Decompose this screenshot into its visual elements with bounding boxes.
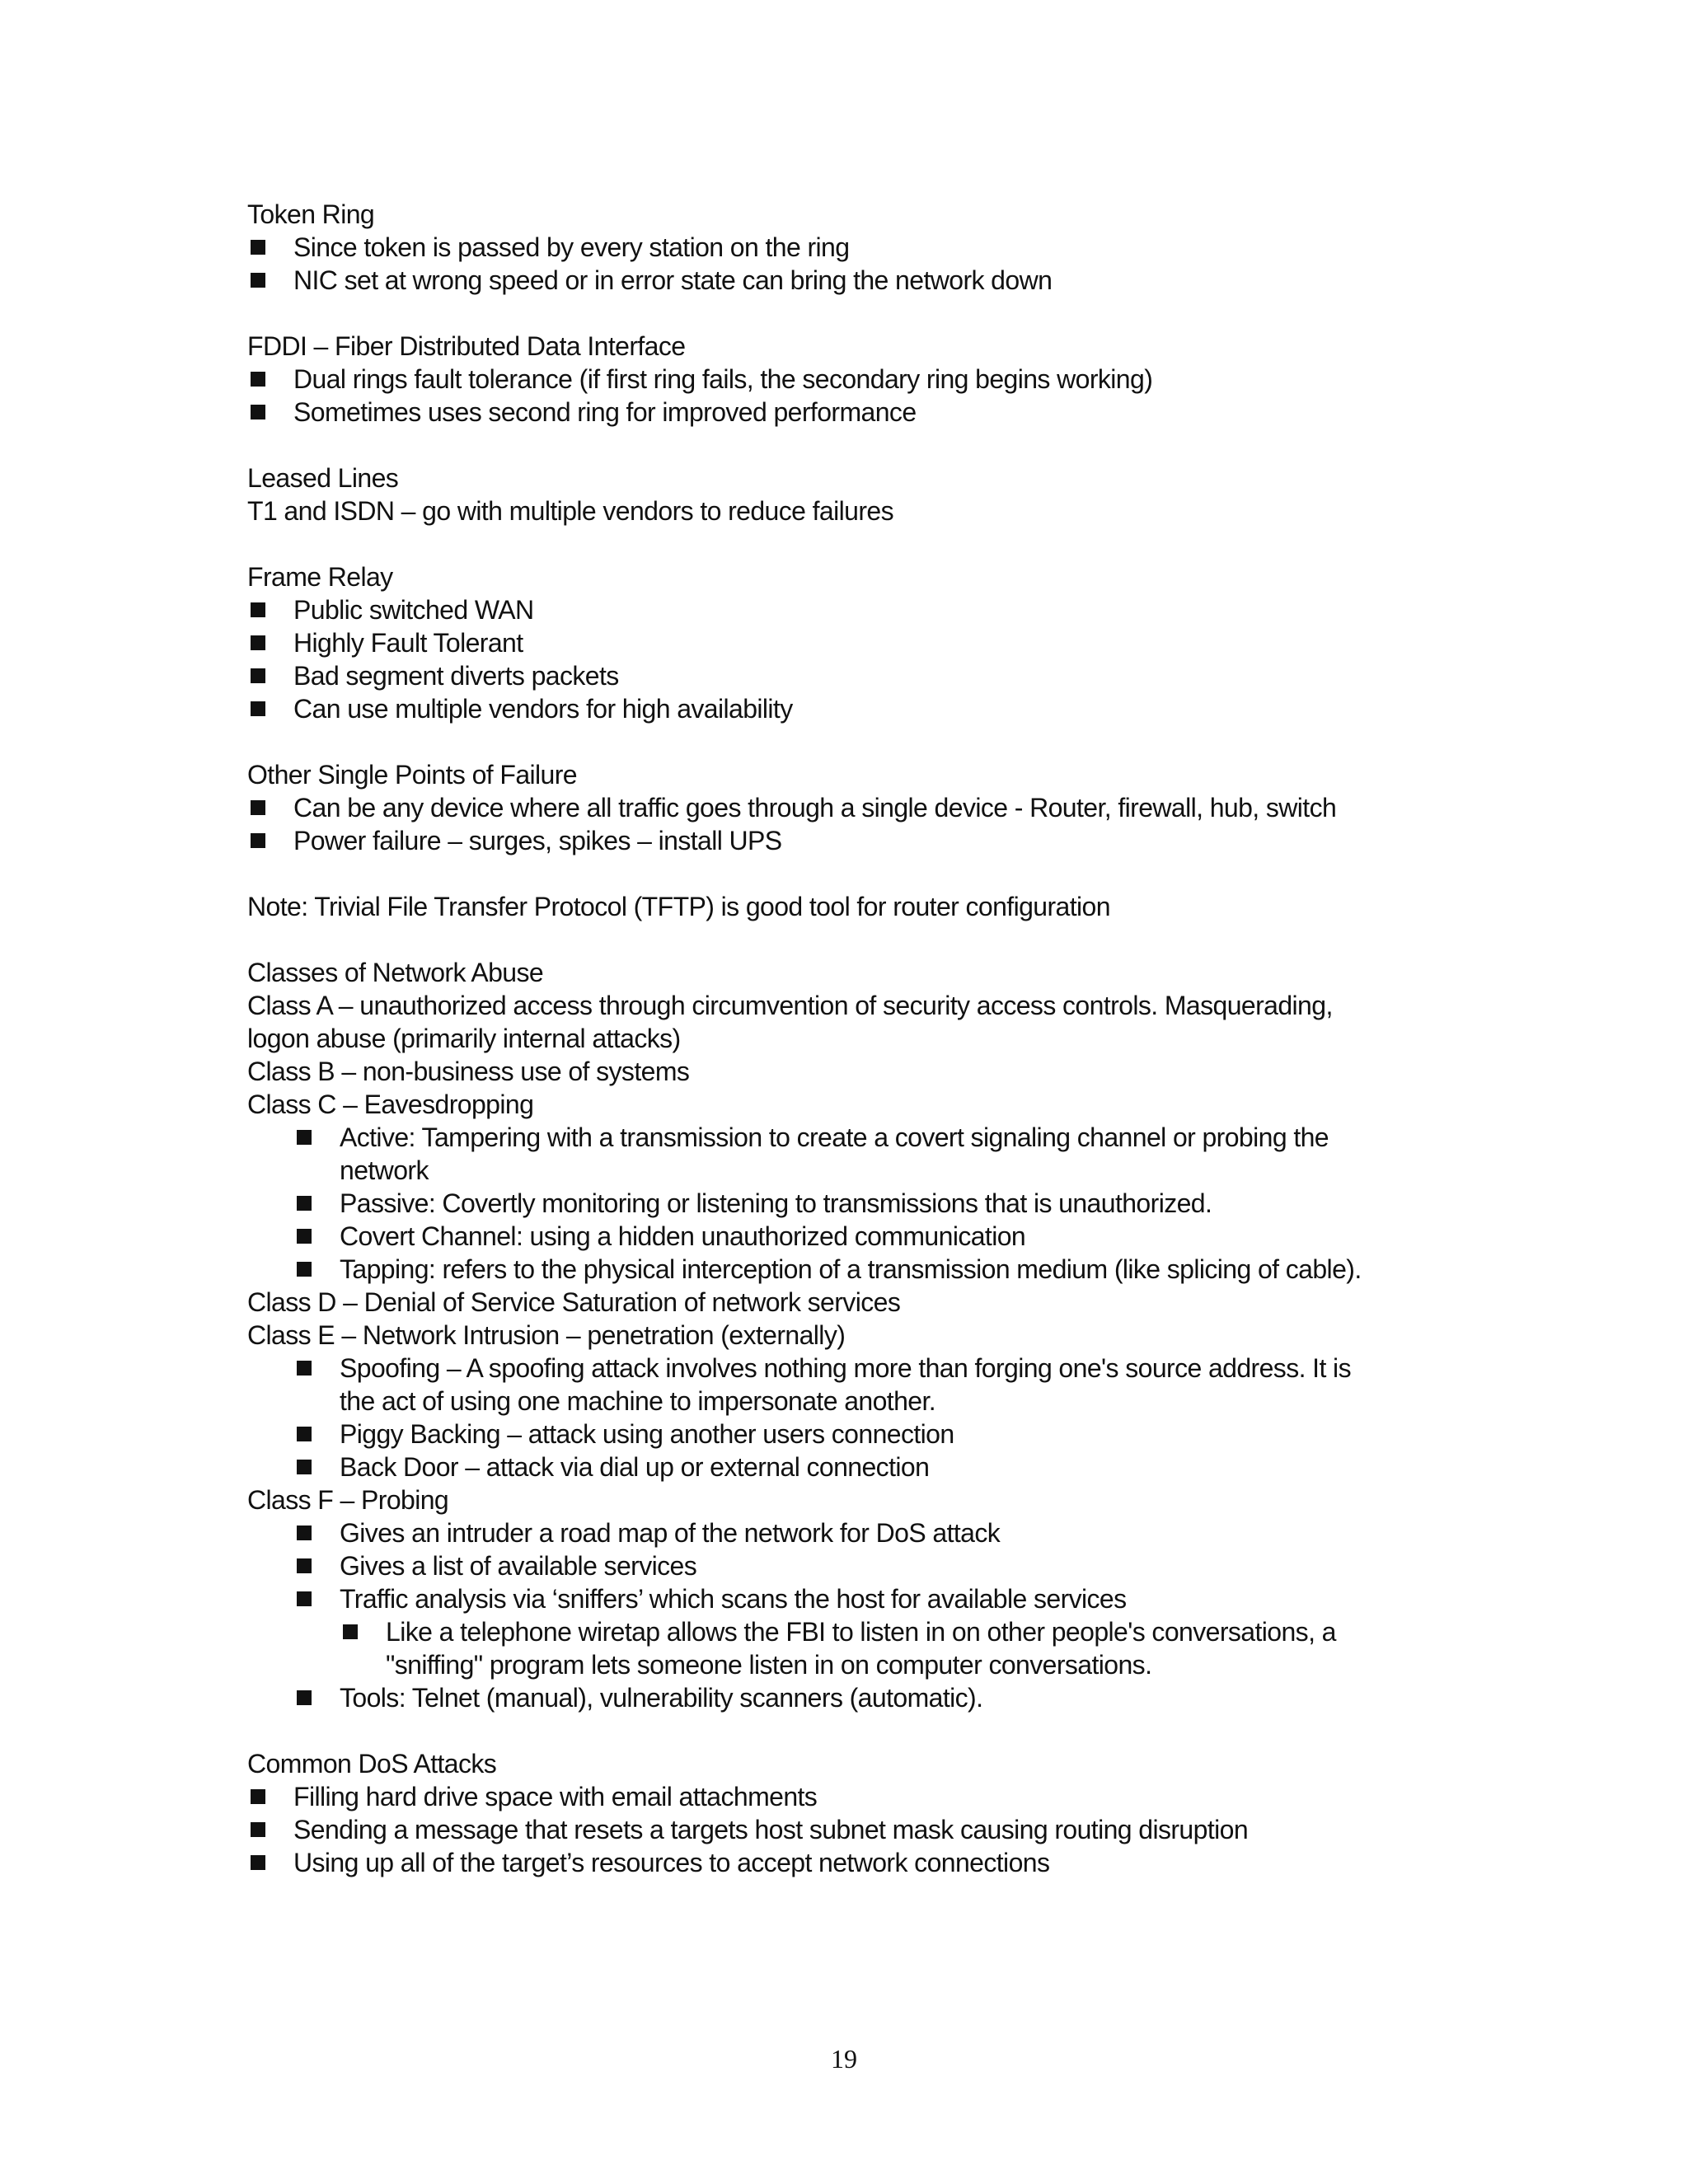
sub-list-item-continued: "sniffing" program lets someone listen in on computer conversations. [386, 1650, 1152, 1680]
list-item: Can use multiple vendors for high availability [247, 692, 1533, 725]
square-bullet-icon [251, 405, 265, 419]
list-item: Covert Channel: using a hidden unauthorized communication [247, 1220, 1533, 1253]
page-number: 19 [831, 2044, 857, 2074]
list-item: Filling hard drive space with email attachments [247, 1780, 1533, 1813]
list-item: Tools: Telnet (manual), vulnerability scanners (automatic). [247, 1681, 1533, 1714]
section-heading-fddi: FDDI – Fiber Distributed Data Interface [247, 331, 686, 361]
square-bullet-icon [297, 1130, 312, 1145]
leased-lines-text: T1 and ISDN – go with multiple vendors to reduce failures [247, 496, 893, 526]
list-item: Gives a list of available services [247, 1549, 1533, 1582]
class-a-text: Class A – unauthorized access through circumvention of security access controls. Masquerading, [247, 991, 1333, 1020]
square-bullet-icon [297, 1196, 312, 1211]
square-bullet-icon [297, 1262, 312, 1277]
list-item-continued: the act of using one machine to impersonate another. [340, 1386, 936, 1416]
list-item: Traffic analysis via ‘sniffers’ which scans the host for available services [247, 1582, 1533, 1615]
square-bullet-icon [251, 1855, 265, 1870]
square-bullet-icon [251, 372, 265, 387]
list-item-continued: network [340, 1155, 429, 1185]
list-item: Using up all of the target’s resources to accept network connections [247, 1846, 1533, 1879]
list-item: Passive: Covertly monitoring or listening to transmissions that is unauthorized. [247, 1187, 1533, 1220]
section-heading-frame-relay: Frame Relay [247, 562, 393, 592]
document-body [247, 198, 1533, 1879]
class-f-list [247, 1516, 1533, 1714]
square-bullet-icon [297, 1427, 312, 1441]
square-bullet-icon [251, 833, 265, 848]
square-bullet-icon [297, 1229, 312, 1244]
list-item: Piggy Backing – attack using another users connection [247, 1418, 1533, 1451]
list-item: Tapping: refers to the physical interception of a transmission medium (like splicing of cable). [247, 1253, 1533, 1286]
square-bullet-icon [251, 701, 265, 716]
square-bullet-icon [251, 1789, 265, 1804]
list-item: Bad segment diverts packets [247, 659, 1533, 692]
square-bullet-icon [297, 1526, 312, 1540]
list-item: Gives an intruder a road map of the network for DoS attack [247, 1516, 1533, 1549]
square-bullet-icon [297, 1460, 312, 1474]
spof-list [247, 791, 1533, 857]
fddi-list [247, 363, 1533, 429]
frame-relay-list [247, 593, 1533, 725]
list-item: Power failure – surges, spikes – install UPS [247, 824, 1533, 857]
list-item: Back Door – attack via dial up or external connection [247, 1451, 1533, 1483]
square-bullet-icon [251, 635, 265, 650]
list-item: Since token is passed by every station on the ring [247, 231, 1533, 264]
class-f-text: Class F – Probing [247, 1485, 449, 1515]
section-heading-token-ring: Token Ring [247, 199, 375, 229]
list-item: Spoofing – A spoofing attack involves nothing more than forging one's source address. It is [247, 1352, 1533, 1385]
square-bullet-icon [297, 1558, 312, 1573]
section-heading-network-abuse: Classes of Network Abuse [247, 958, 544, 987]
square-bullet-icon [343, 1624, 358, 1639]
list-item: Sometimes uses second ring for improved performance [247, 396, 1533, 429]
section-heading-leased-lines: Leased Lines [247, 463, 399, 493]
square-bullet-icon [251, 602, 265, 617]
list-item: NIC set at wrong speed or in error state can bring the network down [247, 264, 1533, 297]
list-item: Sending a message that resets a targets host subnet mask causing routing disruption [247, 1813, 1533, 1846]
list-item: Can be any device where all traffic goes through a single device - Router, firewall, hub, switch [247, 791, 1533, 824]
square-bullet-icon [251, 800, 265, 815]
sub-list-item: Like a telephone wiretap allows the FBI to listen in on other people's conversations, a [247, 1615, 1533, 1648]
list-item: Active: Tampering with a transmission to create a covert signaling channel or probing the [247, 1121, 1533, 1154]
class-c-text: Class C – Eavesdropping [247, 1090, 534, 1119]
square-bullet-icon [297, 1591, 312, 1606]
note-text: Note: Trivial File Transfer Protocol (TFTP) is good tool for router configuration [247, 892, 1110, 921]
class-c-list [247, 1121, 1533, 1286]
square-bullet-icon [251, 273, 265, 288]
square-bullet-icon [251, 240, 265, 255]
token-ring-list [247, 231, 1533, 297]
dos-list [247, 1780, 1533, 1879]
list-item: Highly Fault Tolerant [247, 626, 1533, 659]
class-b-text: Class B – non-business use of systems [247, 1057, 690, 1086]
class-d-text: Class D – Denial of Service Saturation of network services [247, 1287, 901, 1317]
section-heading-dos-attacks: Common DoS Attacks [247, 1749, 497, 1779]
square-bullet-icon [251, 668, 265, 683]
class-a-text-continued: logon abuse (primarily internal attacks) [247, 1024, 681, 1053]
class-e-list [247, 1352, 1533, 1483]
list-item: Public switched WAN [247, 593, 1533, 626]
section-heading-single-points-of-failure: Other Single Points of Failure [247, 760, 577, 790]
square-bullet-icon [297, 1361, 312, 1376]
class-e-text: Class E – Network Intrusion – penetration (externally) [247, 1320, 846, 1350]
square-bullet-icon [297, 1690, 312, 1705]
list-item: Dual rings fault tolerance (if first ring fails, the secondary ring begins working) [247, 363, 1533, 396]
square-bullet-icon [251, 1822, 265, 1837]
